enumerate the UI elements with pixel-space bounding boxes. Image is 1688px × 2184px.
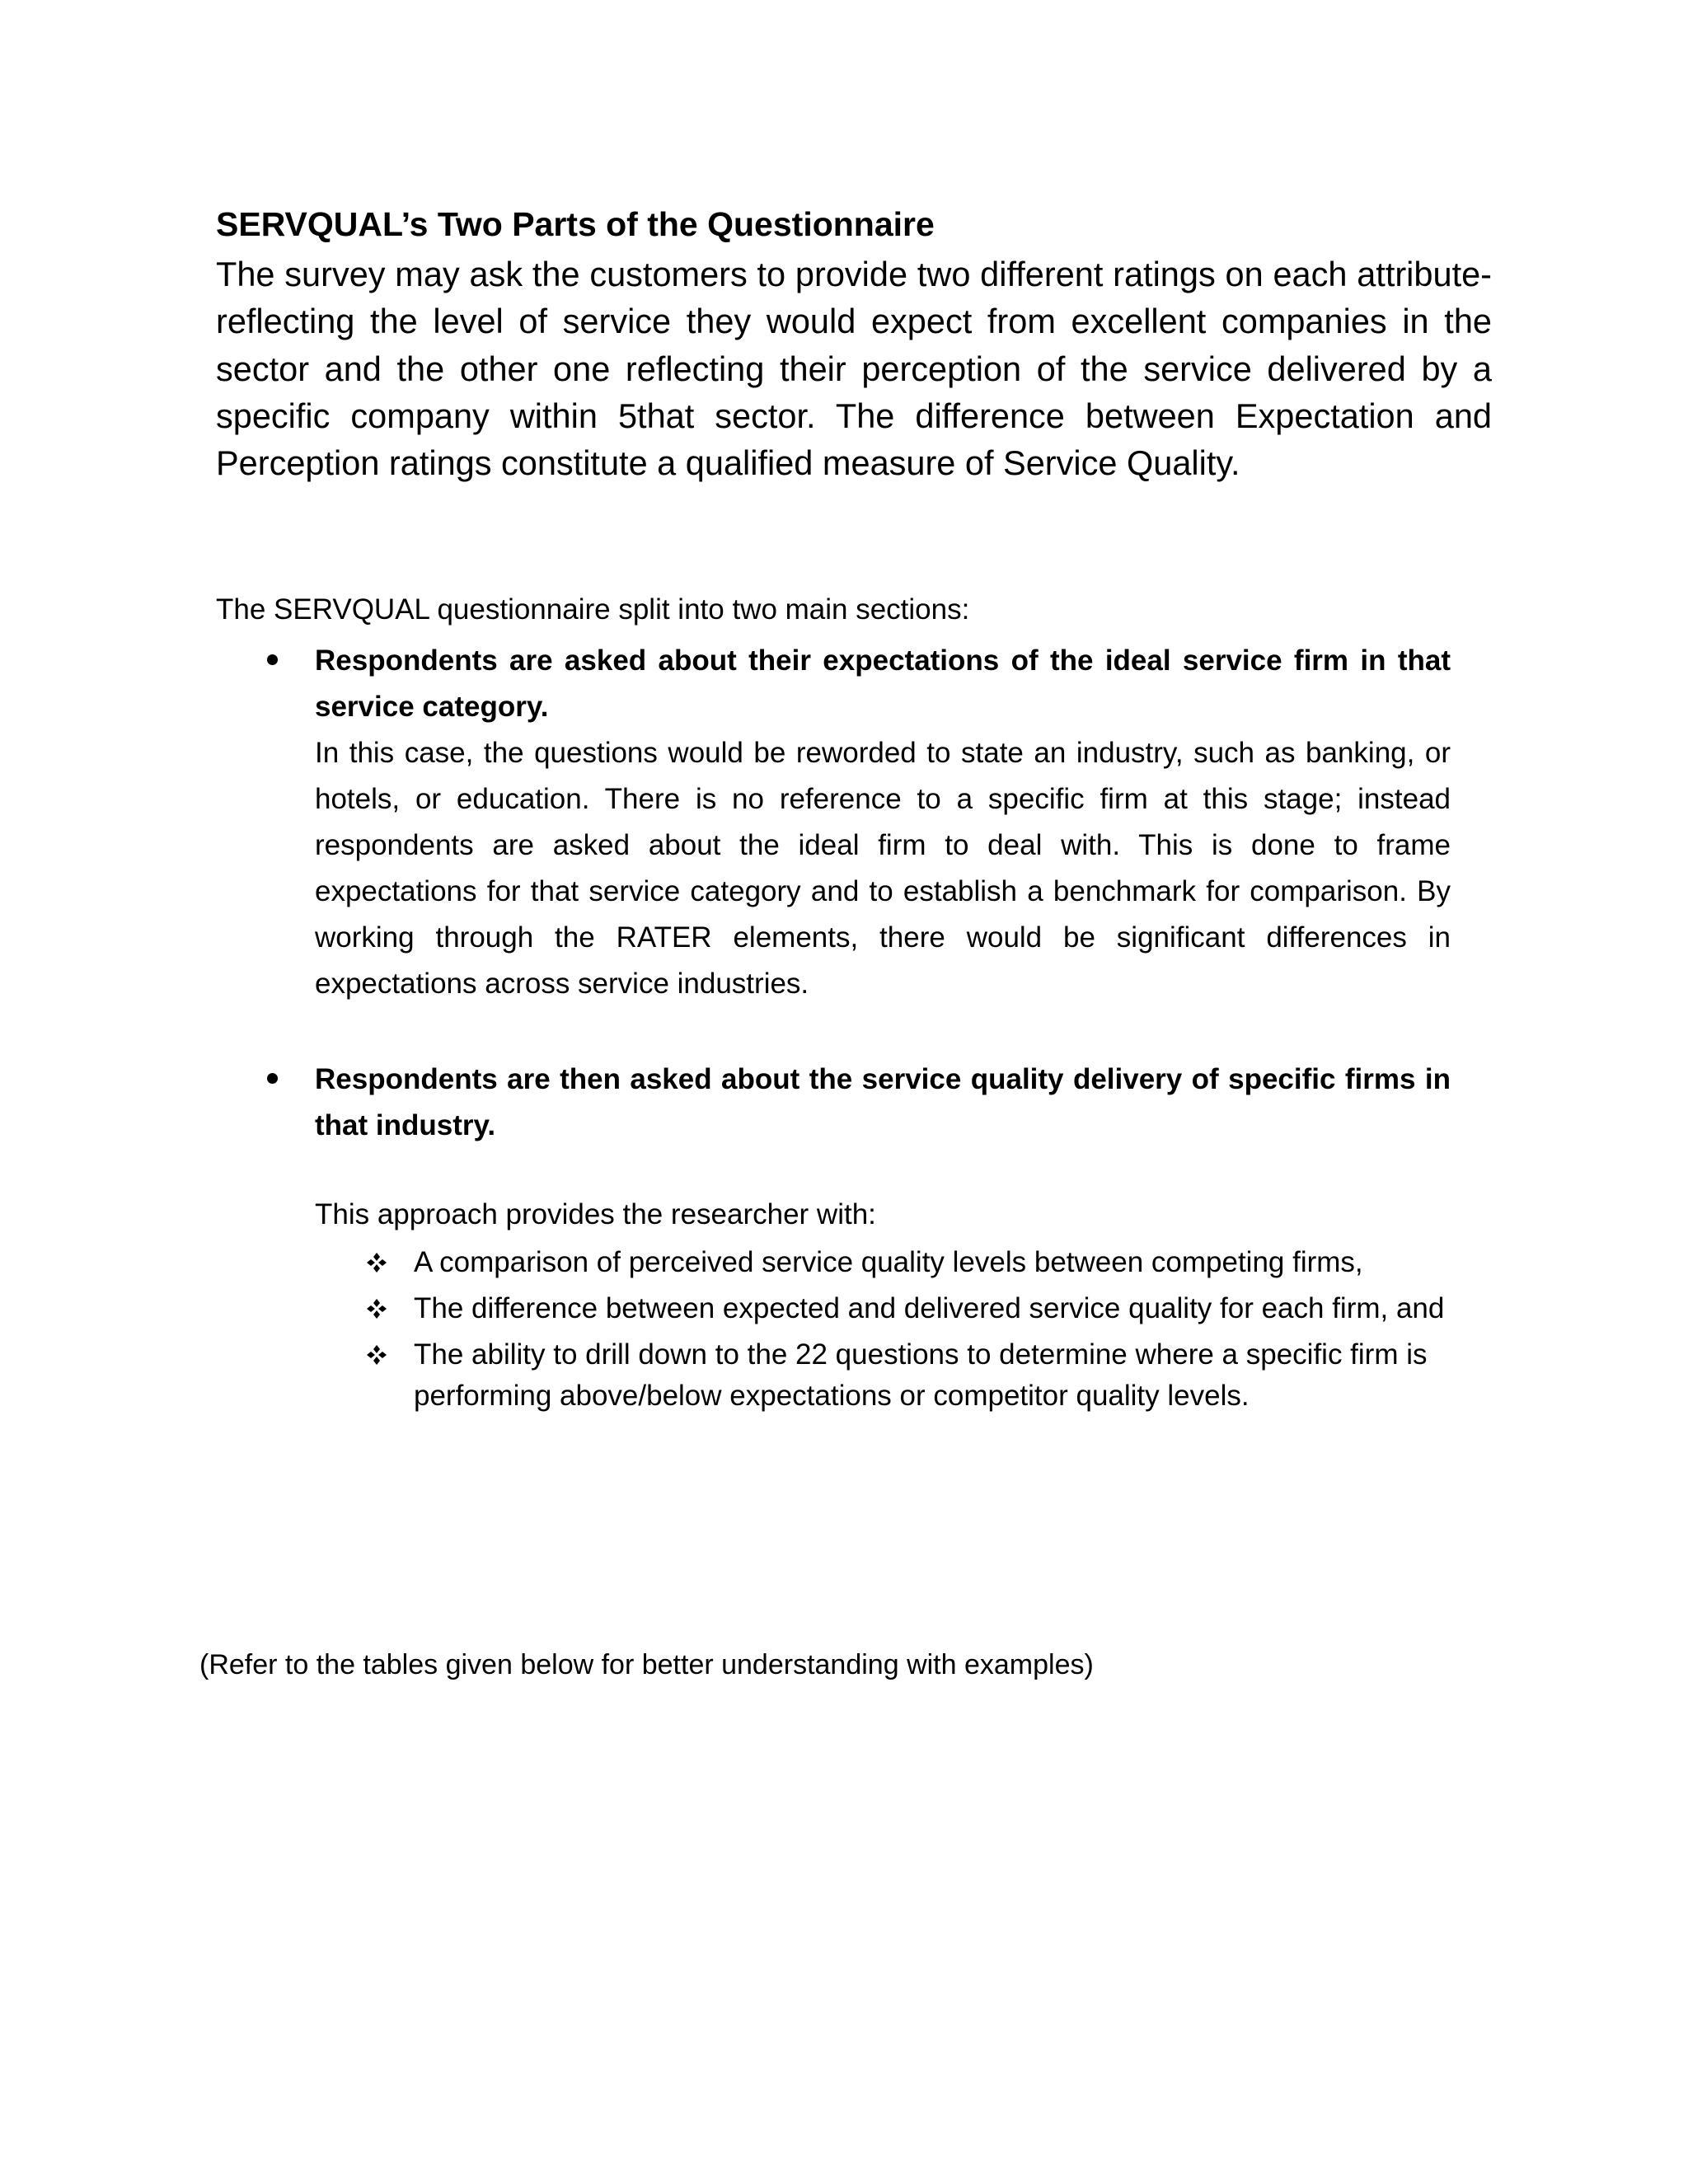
four-diamond-bullet-icon [366, 1298, 387, 1319]
approach-lead-text: This approach provides the researcher with: [315, 1198, 876, 1230]
approach-item [414, 1242, 1461, 1283]
approach-item-text: The difference between expected and delivered service quality for each firm, and [414, 1292, 1445, 1324]
footer-note: (Refer to the tables given below for better understanding with examples) [199, 1649, 1094, 1680]
section-title-perceptions: Respondents are then asked about the service quality delivery of specific firms in that industry. [315, 1063, 1451, 1141]
bullet-icon [267, 1073, 278, 1084]
approach-list [414, 1242, 1461, 1422]
approach-item-text: A comparison of perceived service quality levels between competing firms, [414, 1246, 1363, 1278]
approach-item [414, 1288, 1461, 1329]
section-list-2 [315, 1057, 1451, 1149]
section-body-expectations: In this case, the questions would be reworded to state an industry, such as banking, or hotels, or education. There is no reference to a specific firm at this stage; instead respondents are asked about the ideal firm to deal with. This is done to frame expectations for that service category and to establish a benchmark for comparison. By working through the RATER elements, there would be significant differences in expectations across service industries. [315, 737, 1451, 1000]
bullet-icon [267, 654, 278, 665]
intro-paragraph: The survey may ask the customers to provide two different ratings on each attribute- reflecting the level of service they would expect from excellent companies in the sector and the other one reflecting their perception of the service delivered by a specific company within 5that sector. The difference between Expectation and Perception ratings constitute a qualified measure of Service Quality. [216, 255, 1492, 483]
four-diamond-bullet-icon [366, 1252, 387, 1273]
section-list-1 [315, 638, 1451, 1007]
approach-item [414, 1334, 1461, 1417]
approach-item-text: The ability to drill down to the 22 questions to determine where a specific firm is performing above/below expectations or competitor quality levels. [414, 1338, 1428, 1412]
four-diamond-bullet-icon [366, 1344, 387, 1366]
section-title-expectations: Respondents are asked about their expectations of the ideal service firm in that service category. [315, 644, 1451, 723]
section-item-perceptions [315, 1057, 1451, 1149]
sections-lead-text: The SERVQUAL questionnaire split into two main sections: [216, 593, 970, 626]
section-item-expectations [315, 638, 1451, 1007]
page-title: SERVQUAL’s Two Parts of the Questionnaire [216, 205, 935, 243]
